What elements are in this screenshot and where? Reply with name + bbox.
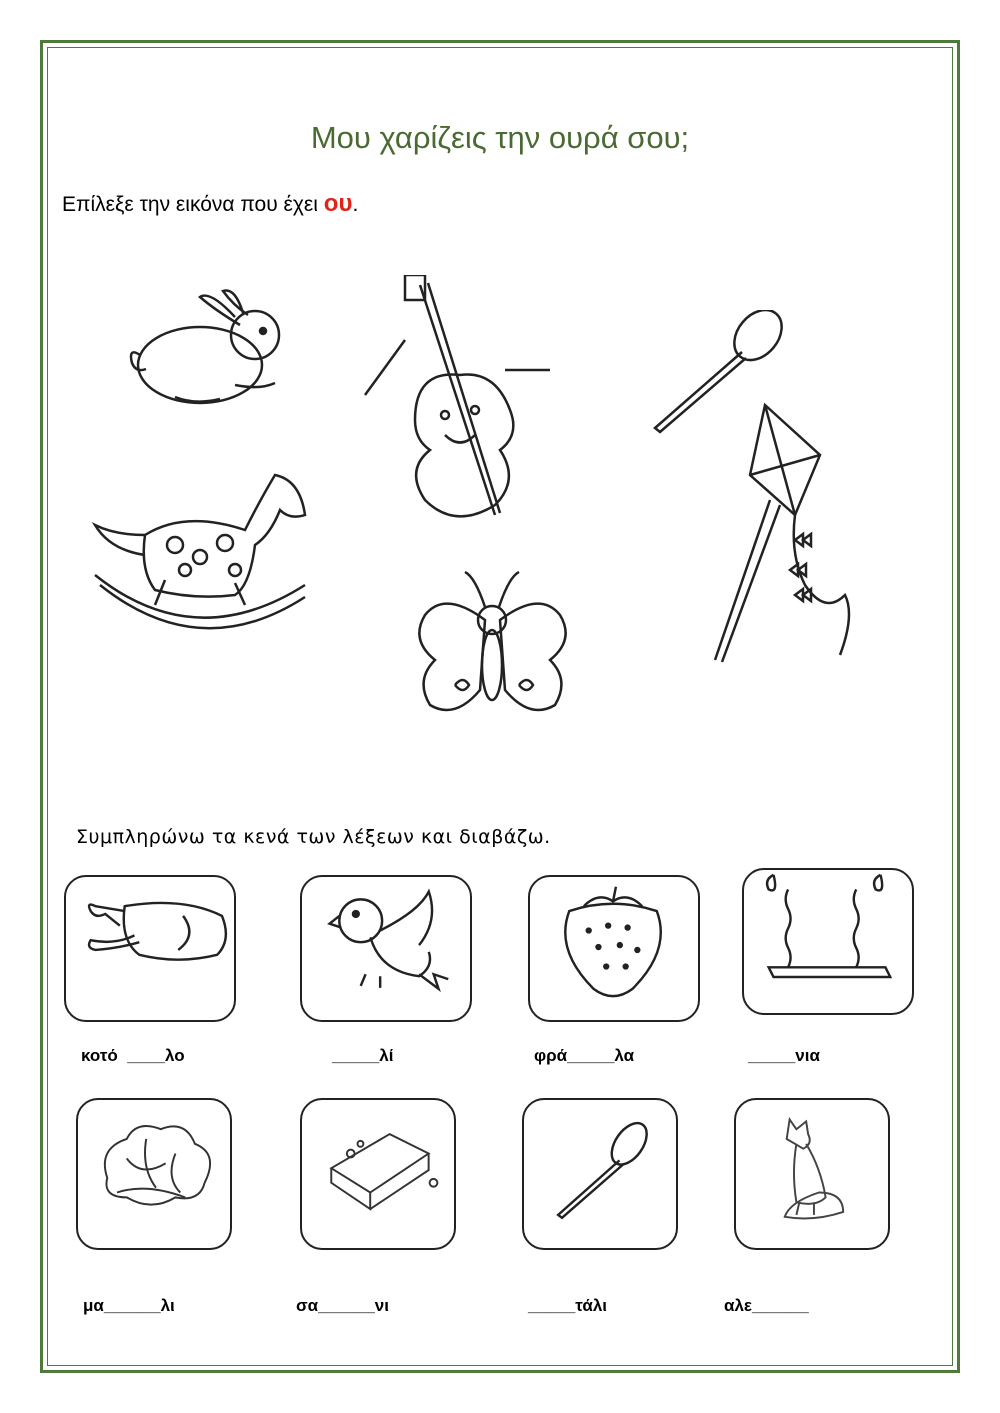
instruction-text: Επίλεξε την εικόνα που έχει [62,193,324,216]
word-card-spoon [522,1098,678,1250]
instruction-highlight: ου [323,190,353,217]
word-2[interactable]: _____λί [332,1046,394,1065]
word-card-lettuce [76,1098,232,1250]
word-1[interactable]: κοτό ____λο [81,1046,185,1065]
word-3[interactable]: φρά_____λα [534,1046,635,1065]
lettuce-icon [78,1100,230,1248]
word-card-chicken [64,875,236,1022]
instruction-end: . [352,193,359,216]
word-6[interactable]: σα______νι [296,1296,389,1315]
word-card-swing [742,868,914,1015]
word-7[interactable]: _____τάλι [528,1296,608,1315]
butterfly-icon[interactable] [415,565,570,725]
section2-title: Συμπληρώνω τα κενά των λέξεων και διαβάζω. [76,826,551,848]
cello-icon[interactable] [360,275,560,530]
word-card-soap [300,1098,456,1250]
word-4[interactable]: _____νια [748,1046,820,1065]
chicken-icon [66,877,234,1020]
word-5[interactable]: μα______λι [83,1296,175,1315]
word-card-strawberry [528,875,700,1022]
page-title: Μου χαρίζεις την ουρά σου; [310,120,690,155]
fox-icon [736,1100,888,1248]
instruction [62,190,358,218]
word-card-fox [734,1098,890,1250]
rocking-horse-icon[interactable] [85,465,310,640]
bird-icon [302,877,470,1020]
spoon-icon [524,1100,676,1248]
word-8[interactable]: αλε______ [724,1296,809,1315]
rabbit-icon[interactable] [115,285,290,415]
strawberry-icon [530,877,698,1020]
kite-icon[interactable] [710,400,860,665]
word-card-bird [300,875,472,1022]
soap-icon [302,1100,454,1248]
swing-icon [744,870,912,1013]
